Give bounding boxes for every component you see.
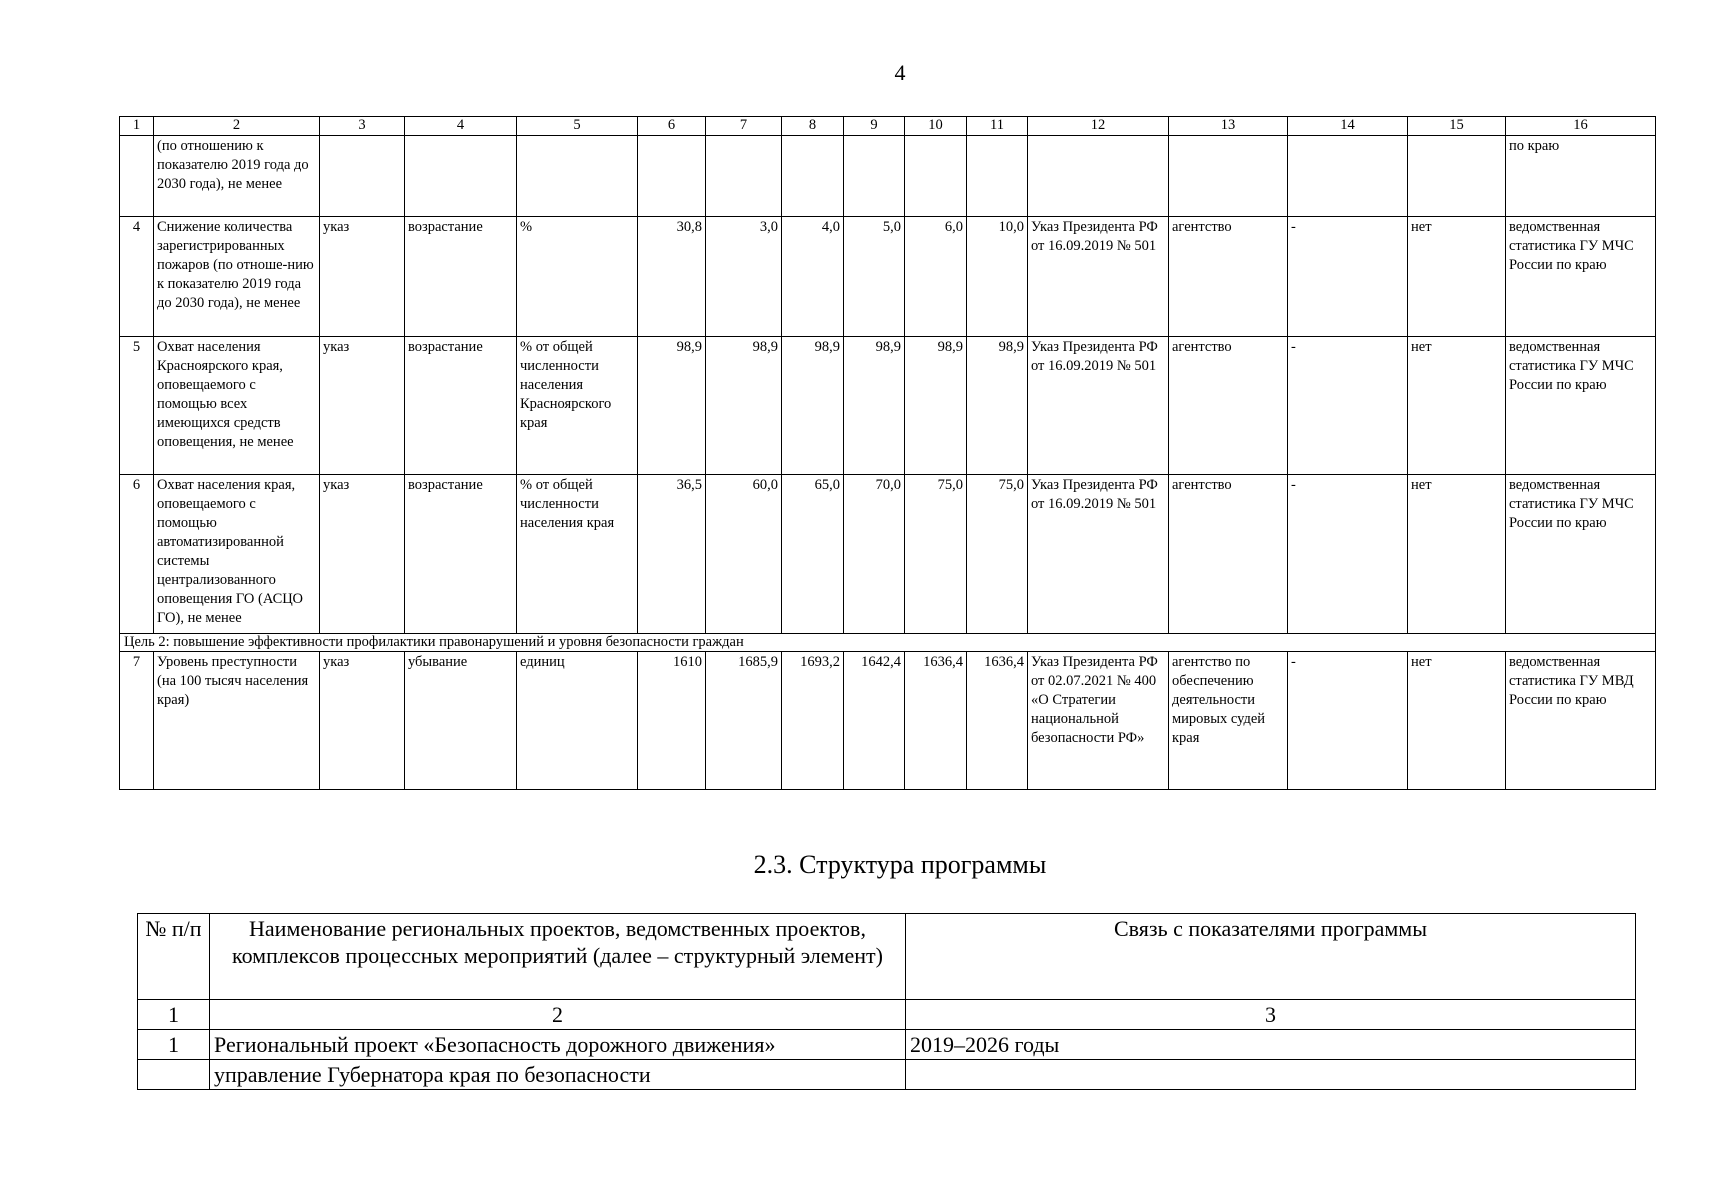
value-cell: 1636,4 [905,652,967,790]
indicator-name: Охват населения края, оповещаемого с помощью автоматизированной системы централизованного оповещения ГО (АСЦО ГО), не менее [154,475,320,634]
data-source: ведомственная статистика ГУ МВД России по краю [1506,652,1656,790]
indicator-link: 2019–2026 годы [906,1030,1636,1060]
related-indicator: - [1288,337,1408,475]
continuation-row [120,136,1656,217]
indicator-name: Уровень преступности (на 100 тысяч населения края) [154,652,320,790]
indicator-link [906,1060,1636,1090]
column-number: 15 [1408,117,1506,136]
column-number: 1 [138,1000,210,1030]
value-cell: 75,0 [967,475,1028,634]
structure-row [138,1030,1636,1060]
indicator-trend: убывание [405,652,517,790]
row-number: 5 [120,337,154,475]
column-number: 3 [906,1000,1636,1030]
column-number: 13 [1169,117,1288,136]
structure-column-number-row [138,1000,1636,1030]
related-indicator: - [1288,475,1408,634]
page-number: 4 [894,60,906,85]
column-number: 7 [706,117,782,136]
indicator-row [120,217,1656,337]
column-number: 9 [844,117,905,136]
unit-of-measure: % от общей численности населения края [517,475,638,634]
value-cell: 6,0 [905,217,967,337]
indicator-row [120,337,1656,475]
value-cell: 1642,4 [844,652,905,790]
indicator-rows-a [120,217,1656,634]
column-number: 2 [154,117,320,136]
responsible-body: агентство по обеспечению деятельности мировых судей края [1169,652,1288,790]
value-cell: 60,0 [706,475,782,634]
indicator-level: указ [320,475,405,634]
column-number: 6 [638,117,706,136]
goal-row [120,634,1656,652]
value-cell: 10,0 [967,217,1028,337]
responsible-body: агентство [1169,217,1288,337]
value-cell: 4,0 [782,217,844,337]
column-number: 16 [1506,117,1656,136]
row-number: 1 [138,1030,210,1060]
indicators-table [119,116,1656,790]
indicator-name: Снижение количества зарегистрированных пожаров (по отноше-нию к показателю 2019 года до 2030 года), не менее [154,217,320,337]
column-number: 2 [210,1000,906,1030]
goal-2-text: Цель 2: повышение эффективности профилактики правонарушений и уровня безопасности граждан [120,634,1656,652]
column-number: 12 [1028,117,1169,136]
related-indicator: - [1288,652,1408,790]
column-number: 11 [967,117,1028,136]
indicator-name: (по отношению к показателю 2019 года до 2030 года), не менее [154,136,320,217]
unit-of-measure: единиц [517,652,638,790]
related-indicator: - [1288,217,1408,337]
structure-header-row [138,914,1636,1000]
column-number: 3 [320,117,405,136]
row-number [138,1060,210,1090]
indicator-rows-b [120,652,1656,790]
automated-flag: нет [1408,652,1506,790]
header-link: Связь с показателями программы [906,914,1636,1000]
basis-document: Указ Президента РФ от 16.09.2019 № 501 [1028,475,1169,634]
value-cell: 1636,4 [967,652,1028,790]
value-cell: 30,8 [638,217,706,337]
automated-flag: нет [1408,217,1506,337]
column-number: 5 [517,117,638,136]
value-cell: 98,9 [638,337,706,475]
unit-of-measure: % от общей численности населения Красноярского края [517,337,638,475]
value-cell: 3,0 [706,217,782,337]
value-cell: 70,0 [844,475,905,634]
data-source: ведомственная статистика ГУ МЧС России по краю [1506,337,1656,475]
indicator-level: указ [320,337,405,475]
value-cell: 36,5 [638,475,706,634]
indicator-row [120,475,1656,634]
data-source: ведомственная статистика ГУ МЧС России по краю [1506,475,1656,634]
value-cell: 1610 [638,652,706,790]
column-number-row [120,117,1656,136]
value-cell: 65,0 [782,475,844,634]
structure-row [138,1060,1636,1090]
column-number: 4 [405,117,517,136]
structure-table [137,913,1636,1090]
element-name: управление Губернатора края по безопасности [210,1060,906,1090]
indicator-row [120,652,1656,790]
section-title: 2.3. Структура программы [753,850,1047,879]
value-cell: 98,9 [782,337,844,475]
indicator-trend: возрастание [405,337,517,475]
basis-document: Указ Президента РФ от 02.07.2021 № 400 «О Стратегии национальной безопасности РФ» [1028,652,1169,790]
automated-flag: нет [1408,337,1506,475]
row-number: 7 [120,652,154,790]
value-cell: 1693,2 [782,652,844,790]
data-source: по краю [1506,136,1656,217]
indicator-trend: возрастание [405,217,517,337]
basis-document: Указ Президента РФ от 16.09.2019 № 501 [1028,337,1169,475]
automated-flag: нет [1408,475,1506,634]
value-cell: 98,9 [967,337,1028,475]
indicator-trend: возрастание [405,475,517,634]
column-number: 10 [905,117,967,136]
column-number: 1 [120,117,154,136]
indicator-level: указ [320,652,405,790]
element-name: Региональный проект «Безопасность дорожного движения» [210,1030,906,1060]
row-number: 4 [120,217,154,337]
header-number: № п/п [138,914,210,1000]
value-cell: 75,0 [905,475,967,634]
indicator-name: Охват населения Красноярского края, оповещаемого с помощью всех имеющихся средств оповещения, не менее [154,337,320,475]
value-cell: 98,9 [844,337,905,475]
value-cell: 98,9 [905,337,967,475]
column-number: 14 [1288,117,1408,136]
header-element-name: Наименование региональных проектов, ведомственных проектов, комплексов процессных мероприятий (далее – структурный элемент) [210,914,906,1000]
indicator-level: указ [320,217,405,337]
value-cell: 1685,9 [706,652,782,790]
responsible-body: агентство [1169,337,1288,475]
column-number: 8 [782,117,844,136]
unit-of-measure: % [517,217,638,337]
value-cell: 98,9 [706,337,782,475]
basis-document: Указ Президента РФ от 16.09.2019 № 501 [1028,217,1169,337]
value-cell: 5,0 [844,217,905,337]
responsible-body: агентство [1169,475,1288,634]
row-number: 6 [120,475,154,634]
data-source: ведомственная статистика ГУ МЧС России по краю [1506,217,1656,337]
